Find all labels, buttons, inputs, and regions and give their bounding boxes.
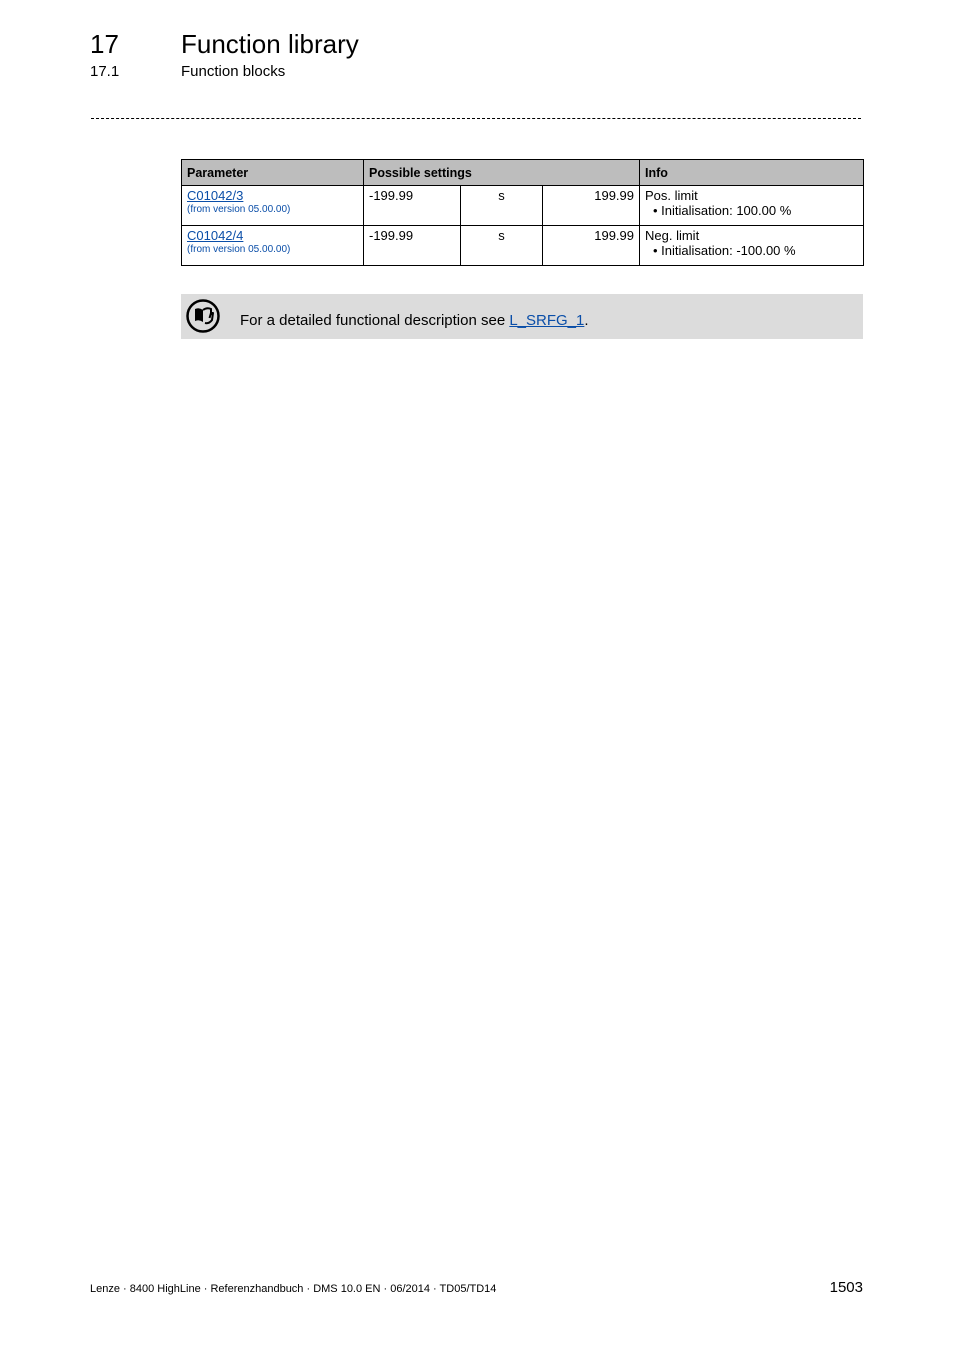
max-value: 199.99 bbox=[543, 226, 640, 266]
info-cell bbox=[640, 186, 864, 226]
hint-text: For a detailed functional description see L_SRFG_1. bbox=[240, 312, 589, 329]
parameter-link[interactable]: C01042/3 bbox=[187, 188, 244, 203]
parameter-cell bbox=[182, 226, 364, 266]
column-header-parameter: Parameter bbox=[182, 160, 364, 186]
table-row bbox=[182, 226, 864, 266]
footer-doc-info: Lenze · 8400 HighLine · Referenzhandbuch · DMS 10.0 EN · 06/2014 · TD05/TD14 bbox=[90, 1283, 497, 1295]
info-bullet: • Initialisation: 100.00 % bbox=[645, 203, 858, 218]
table-header-row bbox=[182, 160, 864, 186]
info-cell bbox=[640, 226, 864, 266]
column-header-settings: Possible settings bbox=[364, 160, 640, 186]
info-title: Neg. limit bbox=[645, 228, 700, 243]
table-row bbox=[182, 186, 864, 226]
chapter-title: Function library bbox=[181, 29, 359, 59]
parameter-cell bbox=[182, 186, 364, 226]
min-value: -199.99 bbox=[364, 226, 461, 266]
chapter-number: 17 bbox=[90, 29, 119, 59]
unit-value: s bbox=[461, 226, 543, 266]
hint-box bbox=[181, 294, 863, 339]
version-note: (from version 05.00.00) bbox=[187, 204, 291, 215]
section-title: Function blocks bbox=[181, 63, 286, 80]
column-header-info: Info bbox=[640, 160, 864, 186]
section-number: 17.1 bbox=[90, 63, 120, 80]
parameter-table bbox=[181, 159, 864, 266]
book-hand-icon bbox=[186, 299, 220, 333]
function-block-link[interactable]: L_SRFG_1 bbox=[509, 312, 585, 329]
page-number: 1503 bbox=[829, 1279, 863, 1296]
info-title: Pos. limit bbox=[645, 188, 698, 203]
parameter-link[interactable]: C01042/4 bbox=[187, 228, 244, 243]
min-value: -199.99 bbox=[364, 186, 461, 226]
unit-value: s bbox=[461, 186, 543, 226]
info-bullet: • Initialisation: -100.00 % bbox=[645, 243, 858, 258]
version-note: (from version 05.00.00) bbox=[187, 244, 291, 255]
max-value: 199.99 bbox=[543, 186, 640, 226]
header-divider bbox=[91, 118, 861, 119]
